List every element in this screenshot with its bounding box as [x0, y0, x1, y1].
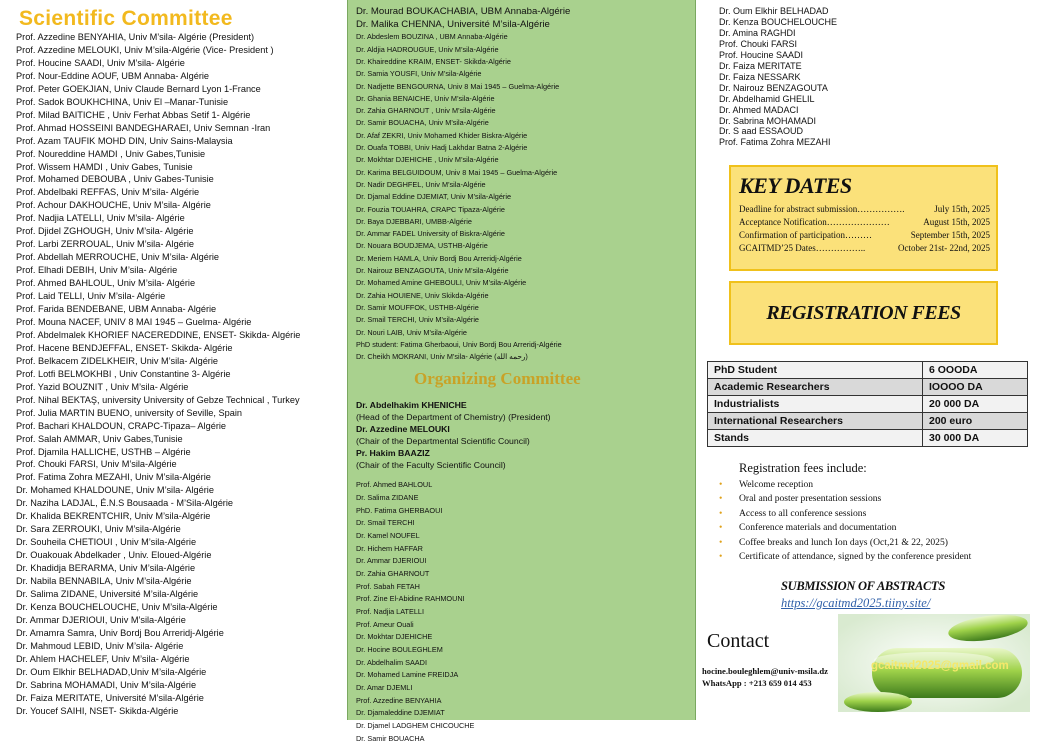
organizer-member: Prof. Fatima Zohra MEZAHI	[719, 137, 831, 148]
committee-member: Dr. Samir MOUFFOK, USTHB-Algérie	[356, 302, 479, 312]
middle-panel	[347, 0, 696, 743]
organizer-member: Prof. Houcine SAADI	[719, 49, 804, 60]
committee-member: Dr. Sabrina MOHAMADI, Univ M’sila-Algérie	[16, 679, 197, 690]
committee-member: Dr. Souheila CHETIOUI , Univ M’sila-Algérie	[16, 537, 197, 548]
fee-amount: 200 euro	[923, 413, 1028, 430]
organizer-role: (Chair of the Departmental Scientific Council)	[356, 436, 530, 447]
registration-fees-title: REGISTRATION FEES	[729, 281, 998, 345]
organizer-member: Prof. Ameur Ouali	[356, 619, 414, 629]
committee-member: Dr. Mokhtar DJEHICHE , Univ M’sila-Algérie	[356, 155, 499, 165]
committee-member: Dr. Nadir DEGHFEL, Univ M’sila-Algérie	[356, 179, 486, 189]
organizer-name: Pr. Hakim BAAZIZ	[356, 448, 430, 459]
key-date-row	[739, 242, 990, 255]
bullet-icon: •	[719, 507, 723, 519]
committee-member: Prof. Abdellah MERROUCHE, Univ M’sila- Algérie	[16, 252, 220, 263]
right-panel	[696, 0, 1040, 720]
key-date-dots: …………………	[826, 217, 890, 227]
bullet-icon: •	[719, 493, 723, 505]
scientific-committee-title: Scientific Committee	[19, 7, 233, 30]
fee-category: PhD Student	[708, 362, 923, 379]
key-date-dots: …………….	[857, 204, 905, 214]
committee-member: Dr. Salima ZIDANE, Université M’sila-Algérie	[16, 588, 199, 599]
scientific-committee-panel	[0, 0, 347, 720]
committee-member: Prof. Hacene BENDJEFFAL, ENSET- Skikda- Algérie	[16, 342, 233, 353]
key-date-row	[739, 229, 990, 242]
committee-member: Dr. Djamal Eddine DJEMIAT, Univ M’sila-Algérie	[356, 192, 512, 202]
fees-include-section	[719, 461, 972, 564]
organizer-member: Dr. Abdelhalim SAADI	[356, 657, 427, 667]
organizer-member: Prof. Ahmed BAHLOUL	[356, 480, 433, 490]
committee-member: Prof. Wissem HAMDI , Univ Gabes, Tunisie	[16, 161, 193, 172]
committee-member: Dr. Samir BOUACHA, Univ M’sila-Algérie	[356, 118, 489, 128]
organizer-member: Dr. Samir BOUACHA	[356, 733, 425, 743]
committee-member: Prof. Nour-Eddine AOUF, UBM Annaba- Algérie	[16, 70, 210, 81]
organizer-member: Dr. Mokhtar DJEHICHE	[356, 632, 433, 642]
organizer-member: Dr. Zahia GHARNOUT	[356, 569, 430, 579]
committee-member: Dr. Naziha LADJAL, É.N.S Bousaada - M’Sila-Algérie	[16, 498, 234, 509]
organizer-member: Dr. Faiza NESSARK	[719, 71, 801, 82]
fee-category: Academic Researchers	[708, 379, 923, 396]
organizer-role: (Chair of the Faculty Scientific Council)	[356, 460, 506, 471]
submission-section	[781, 579, 945, 611]
committee-member: Prof. Bachari KHALDOUN, CRAPC-Tipaza– Algérie	[16, 420, 227, 431]
committee-member: Prof. Achour DAKHOUCHE, Univ M’sila- Algérie	[16, 200, 211, 211]
fee-include-item	[717, 550, 971, 564]
organizer-member: Prof. Azzedine BENYAHIA	[356, 695, 442, 705]
organizer-member: Dr. Djamel LADGHEM CHICOUCHE	[356, 720, 475, 730]
committee-member: Dr. Ahlem HACHELEF, Univ M’sila- Algérie	[16, 653, 190, 664]
committee-member: Prof. Salah AMMAR, Univ Gabes,Tunisie	[16, 433, 183, 444]
committee-member: Prof. Noureddine HAMDI , Univ Gabes,Tunisie	[16, 148, 206, 159]
committee-member: Prof. Mohamed DEBOUBA , Univ Gabes-Tunisie	[16, 174, 214, 185]
committee-member: Prof. Mouna NACEF, UNIV 8 MAI 1945 – Guelma- Algérie	[16, 316, 252, 327]
committee-member: Dr. Nabila BENNABILA, Univ M’sila-Algérie	[16, 576, 192, 587]
organizer-member: Dr. Salima ZIDANE	[356, 493, 419, 503]
committee-member: Prof. Yazid BOUZNIT , Univ M’sila- Algérie	[16, 381, 189, 392]
committee-member: Dr. Mahmoud LEBID, Univ M’sila- Algérie	[16, 640, 184, 651]
key-dates-box	[729, 165, 998, 271]
fee-include-item	[717, 521, 971, 535]
key-date-row	[739, 203, 990, 216]
fee-include-item	[717, 536, 971, 550]
bullet-icon: •	[719, 479, 723, 490]
organizer-member: Dr. Ammar DJERIOUI	[356, 556, 427, 566]
committee-member: Prof. Djidel ZGHOUGH, Univ M’sila- Algérie	[16, 226, 194, 237]
fee-include-item	[717, 507, 971, 521]
scientific-committee-list	[16, 31, 347, 718]
key-date-label: Deadline for abstract submission	[739, 204, 858, 214]
fee-include-item	[717, 492, 971, 506]
committee-member: Dr. Mohamed Amine GHEBOULI, Univ M’sila-Algérie	[356, 278, 527, 288]
committee-member: Prof. Fatima Zohra MEZAHI, Univ M’sila-Algérie	[16, 472, 211, 483]
key-date-date: October 21st- 22nd, 2025	[898, 243, 990, 253]
committee-member: Dr. Nouara BOUDJEMA, USTHB-Algérie	[356, 241, 488, 251]
organizer-role: (Head of the Department of Chemistry) (President)	[356, 412, 551, 423]
organizing-committee-title: Organizing Committee	[414, 369, 581, 389]
organizer-name: Dr. Azzedine MELOUKI	[356, 424, 450, 435]
key-date-label: Acceptance Notification	[739, 217, 827, 227]
committee-member: Dr. Abdeslem BOUZINA , UBM Annaba-Algérie	[356, 32, 508, 42]
organizer-member: Dr. Hichem HAFFAR	[356, 543, 423, 553]
committee-member: Dr. Mourad BOUKACHABIA, UBM Annaba-Algérie	[356, 6, 571, 17]
committee-member: Dr. Khaireddine KRAIM, ENSET- Skikda-Algérie	[356, 57, 511, 66]
organizer-member: Dr. Kenza BOUCHELOUCHE	[719, 16, 838, 27]
fee-include-item	[717, 478, 971, 492]
committee-member: Dr. Amamra Samra, Univ Bordj Bou Arreridj-Algérie	[16, 627, 224, 638]
committee-member: Dr. Ghania BENAICHE, Univ M’sila-Algérie	[356, 93, 495, 103]
fee-include-text: Access to all conference sessions	[739, 507, 867, 519]
key-date-dots: ……………..	[815, 243, 866, 253]
committee-member: Prof. Elhadi DEBIH, Univ M’sila- Algérie	[16, 265, 178, 276]
organizer-member: Dr. Oum Elkhir BELHADAD	[719, 6, 829, 16]
fee-category: Stands	[708, 430, 923, 447]
committee-member: Dr. Ammar DJERIOUI, Univ M’sila-Algérie	[16, 614, 186, 625]
committee-member: Dr. Ouakouak Abdelkader , Univ. Eloued-Algérie	[16, 550, 212, 561]
organizing-committee-continued	[719, 6, 837, 148]
fee-include-text: Welcome reception	[739, 479, 814, 490]
committee-member: Dr. Oum Elkhir BELHADAD,Univ M’sila-Algérie	[16, 666, 207, 677]
committee-member: Prof. Laid TELLI, Univ M’sila- Algérie	[16, 291, 166, 302]
organizer-member: Prof. Zine El-Abidine RAHMOUNI	[356, 594, 465, 604]
committee-member: Dr. Fouzia TOUAHRA, CRAPC Tipaza-Algérie	[356, 204, 505, 214]
committee-member: Prof. Azzedine BENYAHIA, Univ M’sila- Algérie (President)	[16, 32, 255, 42]
fee-amount: 6 OOODA	[923, 362, 1028, 379]
organizer-member: Dr. Amina RAGHDI	[719, 27, 796, 38]
key-date-label: Confirmation of participation	[739, 230, 845, 240]
submission-title: SUBMISSION OF ABSTRACTS	[781, 579, 946, 593]
fee-amount: 20 000 DA	[923, 396, 1028, 413]
submission-link[interactable]: https://gcaitmd2025.tiiny.site/	[781, 596, 931, 610]
fees-table	[707, 361, 1028, 447]
fees-include-title: Registration fees include:	[739, 461, 867, 475]
scientific-committee-continued	[356, 6, 695, 363]
bullet-icon: •	[719, 551, 723, 563]
committee-member: Dr. Baya DJEBBARI, UMBB-Algérie	[356, 216, 472, 226]
committee-member: Prof. Abdelbaki REFFAS, Univ M’sila- Algérie	[16, 187, 200, 198]
committee-member: Dr. Nouri LAIB, Univ M’sila-Algérie	[356, 327, 467, 337]
organizer-member: Prof. Nadjia LATELLI	[356, 606, 425, 616]
committee-member: Dr. Faiza MERITATE, Université M’sila-Algérie	[16, 692, 204, 703]
committee-member: Prof. Ahmad HOSSEINI BANDEGHARAEI, Univ Semnan -Iran	[16, 122, 271, 133]
organizer-name: Dr. Abdelhakim KHENICHE	[356, 400, 467, 411]
key-date-dots: ………	[844, 230, 872, 240]
organizer-member: Dr. Abdelhamid GHELIL	[719, 93, 815, 104]
committee-member: Dr. Zahia GHARNOUT , Univ M’sila-Algérie	[356, 106, 496, 116]
committee-member: Prof. Farida BENDEBANE, UBM Annaba- Algérie	[16, 304, 217, 315]
committee-member: Dr. Smail TERCHI, Univ M’sila-Algérie	[356, 315, 479, 325]
key-date-row	[739, 216, 990, 229]
organizer-member: Prof. Sabah FETAH	[356, 581, 420, 591]
key-dates-title: KEY DATES	[739, 173, 852, 198]
organizer-member: Dr. Kamel NOUFEL	[356, 531, 420, 541]
organizing-committee-members	[356, 479, 695, 745]
committee-member: Dr. Kenza BOUCHELOUCHE, Univ M’sila-Algérie	[16, 601, 218, 612]
committee-member: Dr. Khalida BEKRENTCHIR, Univ M’sila-Algérie	[16, 511, 211, 522]
organizer-member: Dr. S aad ESSAOUD	[719, 126, 804, 137]
fee-category: International Researchers	[708, 413, 923, 430]
contact-email[interactable]: hocine.bouleghlem@univ-msila.dz	[702, 666, 828, 676]
committee-member: Dr. Youcef SAIHI, NSET- Skikda-Algérie	[16, 705, 179, 716]
fee-row	[708, 396, 1028, 413]
committee-member: Dr. Meriem HAMLA, Univ Bordj Bou Arreridj-Algérie	[356, 253, 522, 263]
fee-include-text: Oral and poster presentation sessions	[739, 493, 882, 505]
committee-member: Prof. Azzedine MELOUKI, Univ M’sila-Algérie (Vice- President )	[16, 44, 274, 55]
committee-member: Dr. Aldjia HADROUGUE, Univ M’sila-Algérie	[356, 44, 499, 54]
committee-member: Prof. Chouki FARSI, Univ M’sila-Algérie	[16, 459, 177, 470]
committee-member: Prof. Julia MARTIN BUENO, university of Seville, Spain	[16, 407, 243, 418]
organizer-member: PhD. Fatima GHERBAOUI	[356, 505, 443, 515]
committee-member: Dr. Karima BELGUIDOUM, Univ 8 Mai 1945 – Guelma-Algérie	[356, 167, 558, 177]
bullet-icon: •	[719, 536, 723, 548]
committee-member: Prof. Djamila HALLICHE, USTHB – Algérie	[16, 446, 191, 457]
committee-member: Dr. Cheikh MOKRANI, Univ M’sila- Algérie (رحمه الله)	[356, 352, 528, 362]
fee-include-text: Certificate of attendance, signed by the conference president	[739, 551, 972, 563]
fee-include-text: Conference materials and documentation	[739, 522, 897, 534]
committee-member: Dr. Ouafa TOBBI, Univ Hadj Lakhdar Batna 2-Algérie	[356, 143, 528, 153]
committee-member: Prof. Houcine SAADI, Univ M’sila- Algérie	[16, 57, 185, 68]
fee-row	[708, 430, 1028, 447]
organizer-member: Dr. Hocine BOULEGHLEM	[356, 644, 443, 654]
fee-row	[708, 413, 1028, 430]
key-date-date: July 15th, 2025	[934, 204, 990, 214]
organizer-member: Dr. Sabrina MOHAMADI	[719, 115, 817, 126]
committee-member: Prof. Abdelmalek KHORIEF NACEREDDINE, ENSET- Skikda- Algérie	[16, 329, 301, 340]
organizer-member: Prof. Chouki FARSI	[719, 38, 798, 49]
contact-whatsapp: WhatsApp : +213 659 014 453	[702, 678, 812, 688]
fee-amount: 30 000 DA	[923, 430, 1028, 447]
committee-member: Prof. Azam TAUFIK MOHD DIN, Univ Sains-Malaysia	[16, 135, 233, 146]
organizer-member: Dr. Mohamed Lamine FREIDJA	[356, 670, 459, 680]
committee-member: Dr. Sara ZERROUKI, Univ M’sila-Algérie	[16, 524, 181, 535]
fees-include-list	[719, 478, 972, 564]
committee-member: Dr. Zahia HOUIENE, Univ Skikda-Algérie	[356, 290, 489, 300]
committee-member: Prof. Ahmed BAHLOUL, Univ M’sila- Algérie	[16, 278, 196, 289]
fee-row	[708, 362, 1028, 379]
bullet-icon: •	[719, 522, 723, 534]
committee-member: Prof. Milad BAITICHE , Univ Ferhat Abbas Setif 1- Algérie	[16, 109, 251, 120]
organizer-member: Dr. Faiza MERITATE	[719, 60, 802, 71]
committee-member: Dr. Malika CHENNA, Université M’sila-Algérie	[356, 18, 550, 30]
committee-member: Prof. Peter GOEKJIAN, Univ Claude Bernard Lyon 1-France	[16, 83, 261, 94]
organizer-member: Dr. Nairouz BENZAGOUTA	[719, 82, 828, 93]
committee-member: Dr. Nairouz BENZAGOUTA, Univ M’sila-Algérie	[356, 266, 509, 276]
committee-member: Prof. Belkacem ZIDELKHEIR, Univ M’sila- Algérie	[16, 355, 219, 366]
contact-info	[702, 665, 828, 689]
organizer-member: Dr. Ahmed MADACI	[719, 104, 799, 115]
fee-include-text: Coffee breaks and lunch Ion days (Oct,21 & 22, 2025)	[739, 536, 948, 548]
committee-member: Dr. Ammar FADEL University of Biskra-Algérie	[356, 229, 505, 239]
organizer-member: Dr. Djamaleddine DJEMIAT	[356, 708, 445, 718]
organizer-member: Dr. Smail TERCHI	[356, 518, 415, 528]
committee-member: Dr. Afaf ZEKRI, Univ Mohamed Khider Biskra-Algérie	[356, 130, 528, 140]
gmail-address[interactable]: gcaitmd2025@gmail.com	[871, 660, 1009, 672]
committee-member: Prof. Nihal BEKTAŞ, university University of Gebze Technical , Turkey	[16, 394, 300, 405]
committee-member: Prof. Larbi ZERROUAL, Univ M’sila- Algérie	[16, 239, 195, 250]
committee-member: Prof. Lotfi BELMOKHBI , Univ Constantine 3- Algérie	[16, 368, 231, 379]
committee-member: Prof. Sadok BOUKHCHINA, Univ El –Manar-Tunisie	[16, 96, 229, 107]
committee-member: Dr. Samia YOUSFI, Univ M’sila-Algérie	[356, 69, 482, 79]
contact-title: Contact	[707, 630, 770, 652]
fee-amount: IOOOO DA	[923, 379, 1028, 396]
key-date-label: GCAITMD’25 Dates	[739, 243, 816, 253]
fee-row	[708, 379, 1028, 396]
committee-member: Dr. Mohamed KHALDOUNE, Univ M’sila- Algérie	[16, 485, 214, 496]
organizer-member: Dr. Amar DJEMLI	[356, 682, 413, 692]
organizing-committee-heads	[356, 399, 695, 471]
key-date-date: September 15th, 2025	[910, 230, 990, 240]
fee-category: Industrialists	[708, 396, 923, 413]
committee-member: Prof. Nadjia LATELLI, Univ M’sila- Algérie	[16, 213, 185, 224]
committee-member: PhD student: Fatima Gherbaoui, Univ Bordj Bou Arreridj-Algérie	[356, 339, 562, 349]
committee-member: Dr. Khadidja BERARMA, Univ M’sila-Algérie	[16, 563, 196, 574]
key-date-date: August 15th, 2025	[923, 217, 990, 227]
committee-member: Dr. Nadjette BENGOURNA, Univ 8 Mai 1945 – Guelma-Algérie	[356, 81, 560, 91]
key-dates-list	[739, 203, 990, 255]
